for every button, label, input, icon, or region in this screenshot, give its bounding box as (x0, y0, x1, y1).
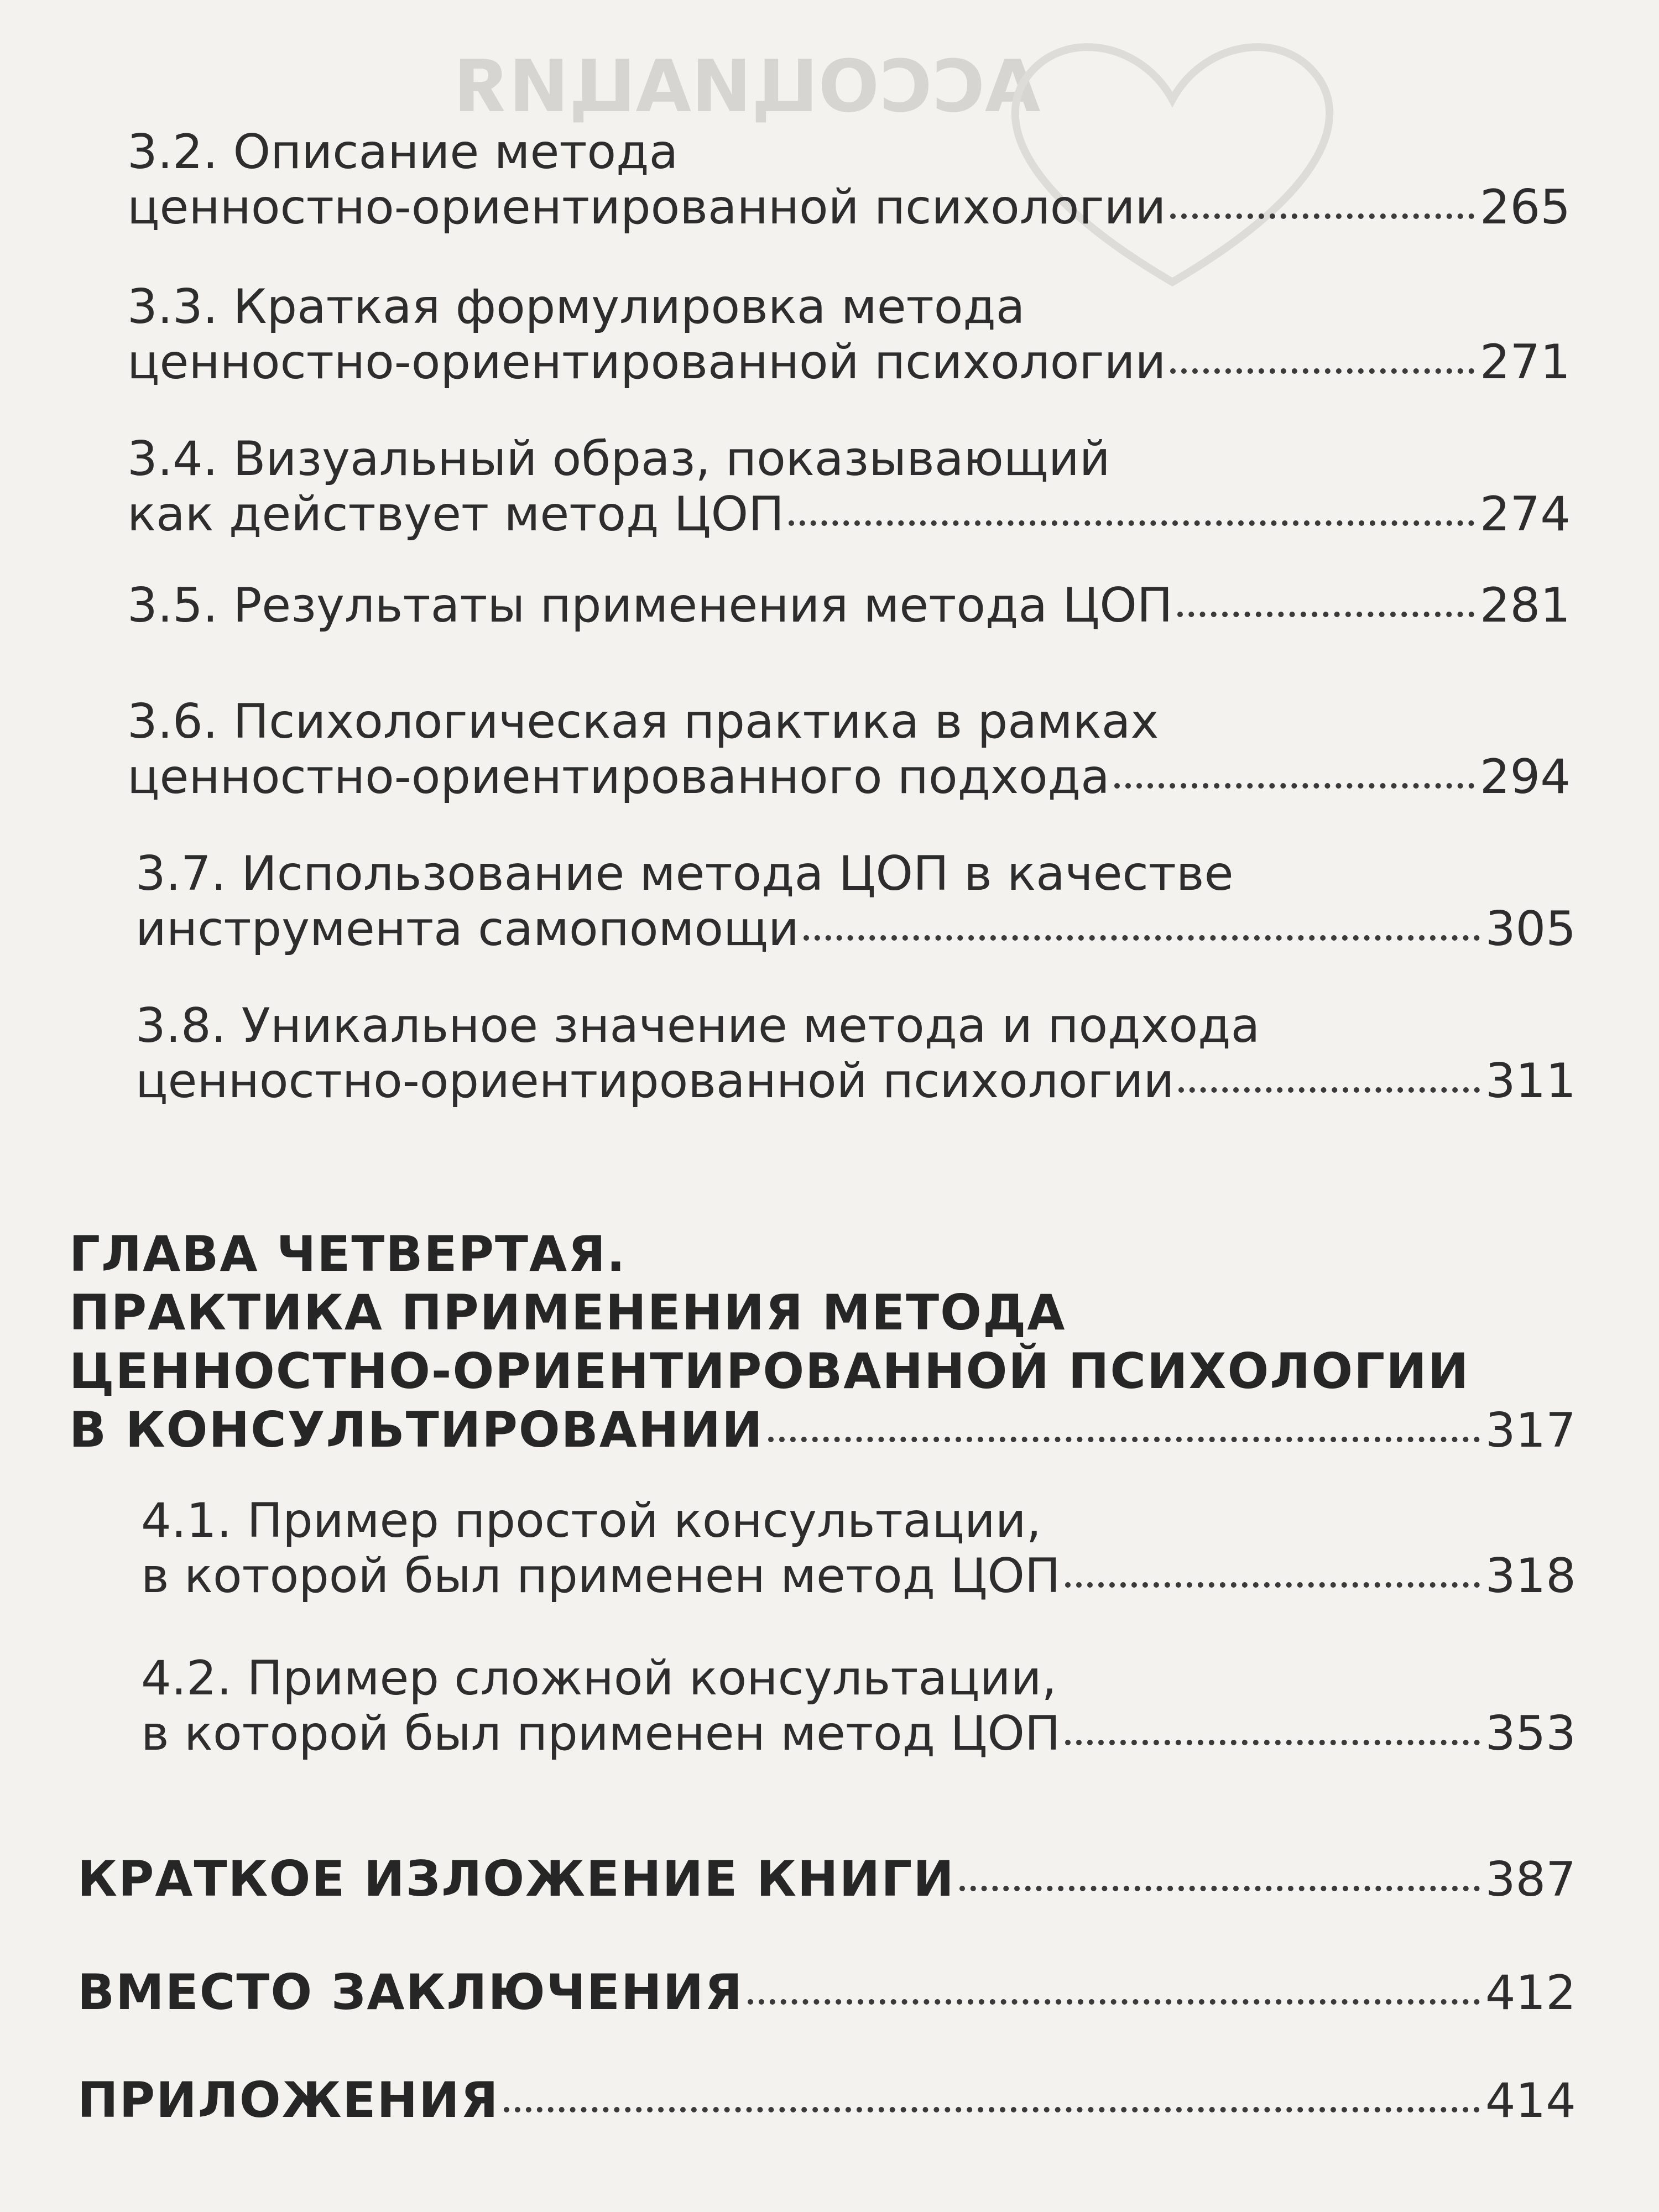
page-number: 281 (1479, 578, 1571, 633)
toc-entry-title: 3.8. Уникальное значение метода и подхода (135, 998, 1260, 1053)
page-number: 271 (1479, 335, 1571, 390)
toc-entry (141, 1493, 1576, 1604)
dot-leader (748, 1999, 1480, 2005)
toc-entry-title: 3.6. Психологическая практика в рамках (127, 694, 1159, 749)
toc-entry-title: инструмента самопомощи (135, 901, 799, 957)
toc-entry-title: 3.4. Визуальный образ, показывающий (127, 431, 1110, 487)
page-number: 387 (1485, 1852, 1576, 1907)
toc-entry (127, 124, 1571, 235)
page-number: 353 (1485, 1706, 1576, 1761)
toc-entry-title: 3.7. Использование метода ЦОП в качестве (135, 846, 1234, 901)
toc-entry (135, 846, 1576, 957)
toc-entry-title: ценностно-ориентированной психологии (127, 335, 1166, 390)
toc-entry (127, 578, 1571, 633)
dot-leader (1065, 1740, 1480, 1745)
toc-chapter-entry (77, 1963, 1576, 2022)
toc-entry-title: ценностно-ориентированного подхода (127, 749, 1110, 805)
chapter-title: КРАТКОЕ ИЗЛОЖЕНИЕ КНИГИ (77, 1850, 955, 1907)
dot-leader (1178, 1087, 1479, 1093)
toc-entry-title: 3.5. Результаты применения метода ЦОП (127, 578, 1173, 633)
dot-leader (1177, 612, 1474, 617)
chapter-title: ПРИЛОЖЕНИЯ (77, 2072, 499, 2128)
toc-entry-title: 4.1. Пример простой консультации, (141, 1493, 1042, 1548)
page-number: 274 (1479, 487, 1571, 542)
toc-entry-title: ценностно-ориентированной психологии (135, 1053, 1175, 1109)
page-number: 317 (1485, 1403, 1576, 1458)
page-number: 318 (1485, 1548, 1576, 1604)
page-number: 305 (1485, 901, 1576, 957)
toc-chapter-entry (77, 1850, 1576, 1909)
page-number: 311 (1485, 1053, 1576, 1109)
dot-leader (504, 2107, 1480, 2112)
dot-leader (1065, 1582, 1480, 1588)
dot-leader (789, 520, 1474, 526)
dot-leader (804, 935, 1480, 941)
dot-leader (768, 1437, 1480, 1442)
toc-entry-title: в которой был применен метод ЦОП (141, 1706, 1061, 1761)
dot-leader (1114, 783, 1474, 789)
toc-entry (127, 279, 1571, 390)
toc-chapter-entry (69, 1225, 1576, 1460)
chapter-title: ПРАКТИКА ПРИМЕНЕНИЯ МЕТОДА (69, 1284, 1066, 1341)
toc-entry-title: в которой был применен метод ЦОП (141, 1548, 1061, 1604)
page-number: 265 (1479, 180, 1571, 235)
toc-entry-title: 3.3. Краткая формулировка метода (127, 279, 1025, 335)
page-number: 294 (1479, 749, 1571, 805)
show-through-text: АССОЦИАЦИЯ (453, 44, 1041, 128)
toc-chapter-entry (77, 2071, 1576, 2130)
chapter-title: ГЛАВА ЧЕТВЕРТАЯ. (69, 1225, 627, 1282)
chapter-title: В КОНСУЛЬТИРОВАНИИ (69, 1401, 764, 1458)
chapter-title: ЦЕННОСТНО-ОРИЕНТИРОВАННОЙ ПСИХОЛОГИИ (69, 1343, 1470, 1400)
toc-entry (127, 694, 1571, 805)
page-number: 412 (1485, 1965, 1576, 2021)
dot-leader (1170, 213, 1474, 219)
dot-leader (959, 1886, 1480, 1891)
toc-entry (135, 998, 1576, 1109)
toc-entry (127, 431, 1571, 542)
toc-entry-title: как действует метод ЦОП (127, 487, 784, 542)
toc-entry (141, 1651, 1576, 1761)
chapter-title: ВМЕСТО ЗАКЛЮЧЕНИЯ (77, 1964, 744, 2021)
toc-entry-title: ценностно-ориентированной психологии (127, 180, 1166, 235)
page-number: 414 (1485, 2073, 1576, 2128)
toc-entry-title: 3.2. Описание метода (127, 124, 679, 180)
dot-leader (1170, 368, 1474, 374)
toc-entry-title: 4.2. Пример сложной консультации, (141, 1651, 1057, 1706)
